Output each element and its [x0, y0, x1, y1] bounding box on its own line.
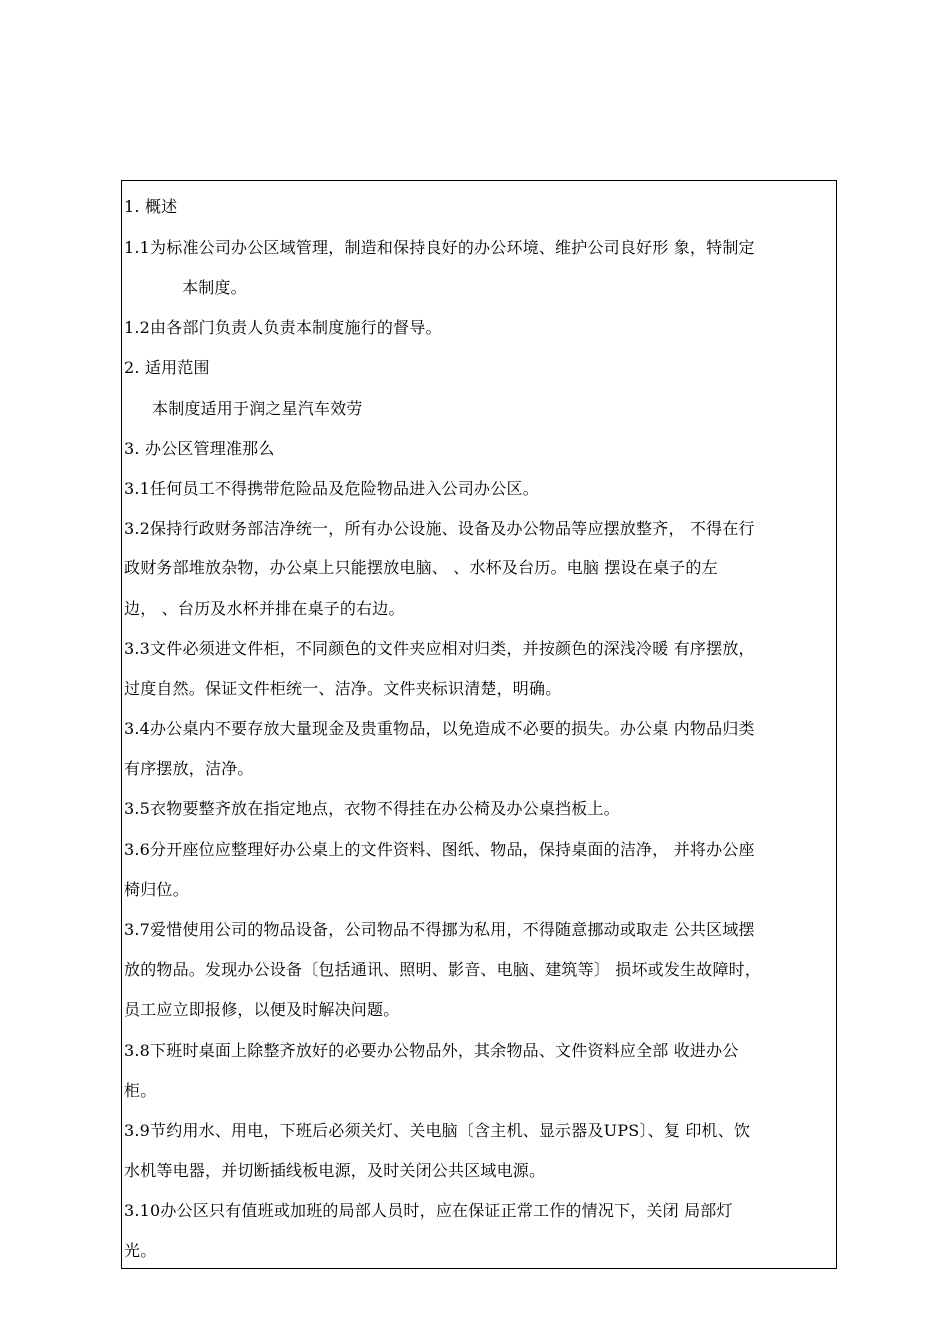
- paragraph-line: 3.8下班时桌面上除整齐放好的必要办公物品外，其余物品、文件资料应全部 收进办公: [124, 1041, 739, 1060]
- paragraph-line: 水机等电器，并切断插线板电源，及时关闭公共区域电源。: [124, 1161, 546, 1180]
- paragraph-line: 3.5衣物要整齐放在指定地点，衣物不得挂在办公椅及办公桌挡板上。: [124, 799, 620, 818]
- paragraph-line: 政财务部堆放杂物，办公桌上只能摆放电脑、 、水杯及台历。电脑 摆设在桌子的左: [124, 558, 718, 577]
- paragraph-line: 1.2由各部门负责人负责本制度施行的督导。: [124, 318, 442, 337]
- document-frame: [121, 180, 837, 1269]
- paragraph-line: 本制度。: [182, 278, 247, 297]
- paragraph-line: 柜。: [124, 1081, 157, 1100]
- paragraph-line: 3.7爱惜使用公司的物品设备，公司物品不得挪为私用，不得随意挪动或取走 公共区域摆: [124, 920, 755, 939]
- paragraph-line: 3.9节约用水、用电，下班后必须关灯、关电脑〔含主机、显示器及UPS〕、复 印机、饮: [124, 1121, 751, 1140]
- paragraph-line: 1.1为标准公司办公区域管理，制造和保持良好的办公环境、维护公司良好形 象，特制定: [124, 238, 755, 257]
- paragraph-line: 3.6分开座位应整理好办公桌上的文件资料、图纸、物品，保持桌面的洁净， 并将办公座: [124, 840, 755, 859]
- paragraph-line: 光。: [124, 1241, 157, 1260]
- section-heading-rules: 3. 办公区管理准那么: [124, 439, 275, 458]
- paragraph-line: 3.1任何员工不得携带危险品及危险物品进入公司办公区。: [124, 479, 539, 498]
- paragraph-line: 放的物品。发现办公设备〔包括通讯、照明、影音、电脑、建筑等〕 损坏或发生故障时，: [124, 960, 762, 979]
- paragraph-line: 3.4办公桌内不要存放大量现金及贵重物品，以免造成不必要的损失。办公桌 内物品归类: [124, 719, 755, 738]
- paragraph-line: 边， 、台历及水杯并排在桌子的右边。: [124, 599, 405, 618]
- paragraph-line: 3.2保持行政财务部洁净统一，所有办公设施、设备及办公物品等应摆放整齐， 不得在行: [124, 519, 755, 538]
- section-heading-overview: 1. 概述: [124, 197, 178, 216]
- paragraph-line: 本制度适用于润之星汽车效劳: [152, 399, 363, 418]
- paragraph-line: 3.10办公区只有值班或加班的局部人员时，应在保证正常工作的情况下，关闭 局部灯: [124, 1201, 733, 1220]
- section-heading-scope: 2. 适用范围: [124, 358, 210, 377]
- paragraph-line: 椅归位。: [124, 880, 189, 899]
- paragraph-line: 过度自然。保证文件柜统一、洁净。文件夹标识清楚，明确。: [124, 679, 562, 698]
- paragraph-line: 有序摆放，洁净。: [124, 759, 254, 778]
- paragraph-line: 3.3文件必须进文件柜，不同颜色的文件夹应相对归类，并按颜色的深浅冷暖 有序摆放，: [124, 639, 755, 658]
- paragraph-line: 员工应立即报修，以便及时解决问题。: [124, 1000, 400, 1019]
